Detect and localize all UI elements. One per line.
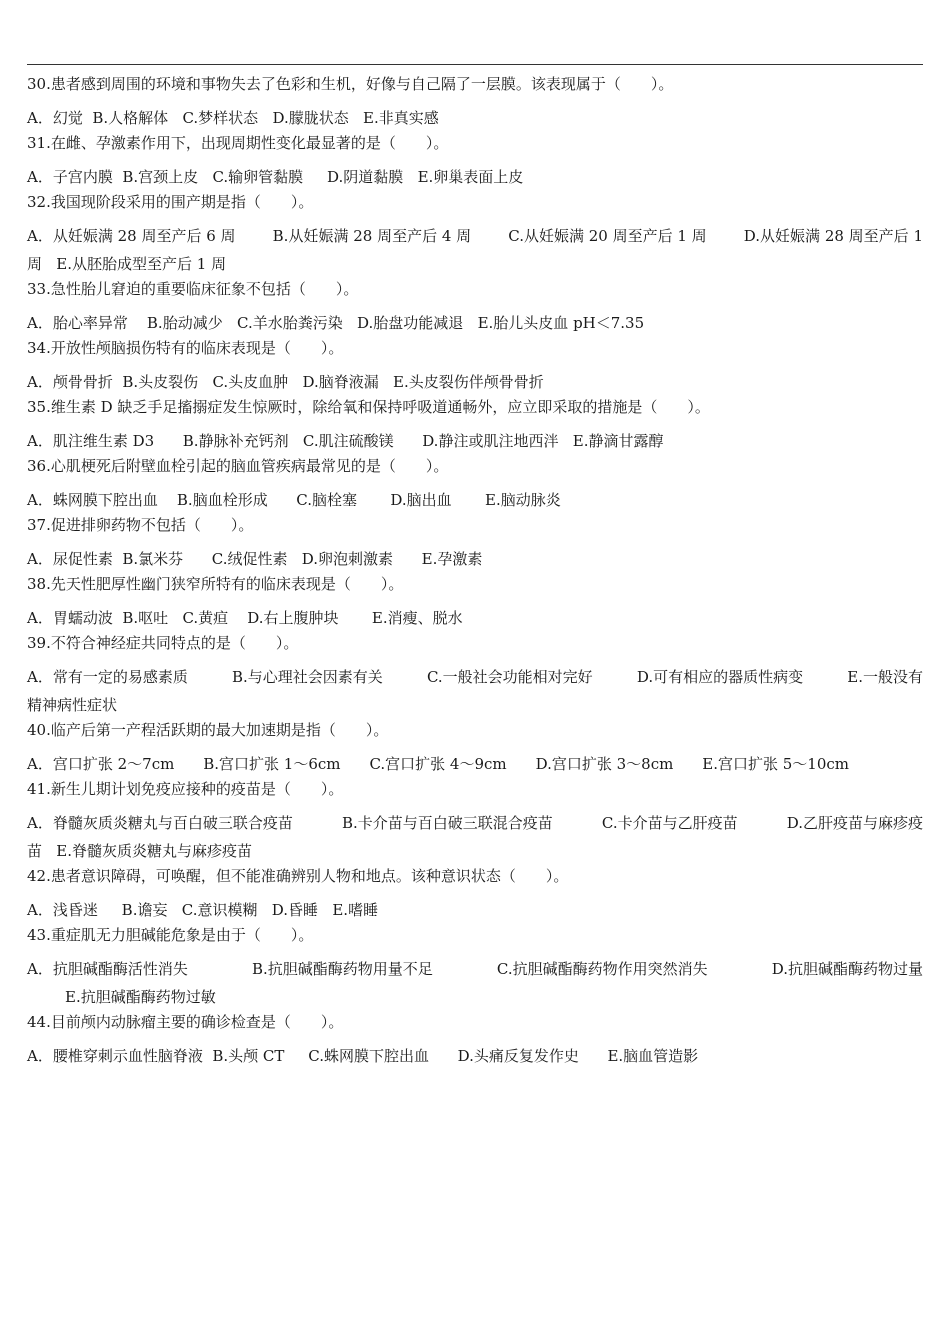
option-a: A．常有一定的易感素质 <box>27 668 188 686</box>
question-stem-33: 33.急性胎儿窘迫的重要临床征象不包括（ ）。 <box>27 280 359 298</box>
option-c: C.宫口扩张 4～9cm <box>369 755 507 773</box>
question-options-30: A．幻觉 B.人格解体 C.梦样状态 D.朦胧状态 E.非真实感 <box>27 109 439 127</box>
option-d: D.从妊娠满 28 周至产后 1 <box>743 227 923 245</box>
option-c: C.卡介苗与乙肝疫苗 <box>601 814 738 832</box>
option-d: D.可有相应的器质性病变 <box>636 668 804 686</box>
question-options-43-cont: E.抗胆碱酯酶药物过敏 <box>65 988 216 1006</box>
question-stem-30: 30.患者感到周围的环境和事物失去了色彩和生机，好像与自己隔了一层膜。该表现属于（ ）。 <box>27 75 674 93</box>
question-stem-43: 43.重症肌无力胆碱能危象是由于（ ）。 <box>27 926 314 944</box>
question-stem-36: 36.心肌梗死后附壁血栓引起的脑血管疾病最常见的是（ ）。 <box>27 457 449 475</box>
question-stem-35: 35.维生素 D 缺乏手足搐搦症发生惊厥时，除给氧和保持呼吸道通畅外，应立即采取的措施是（ ）。 <box>27 398 710 416</box>
header-rule <box>27 64 923 65</box>
question-stem-40: 40.临产后第一产程活跃期的最大加速期是指（ ）。 <box>27 721 389 739</box>
option-d: D.抗胆碱酯酶药物过量 <box>771 960 923 978</box>
question-options-37: A．尿促性素 B.氯米芬 C.绒促性素 D.卵泡刺激素 E.孕激素 <box>27 550 483 568</box>
option-d: D.宫口扩张 3～8cm <box>535 755 674 773</box>
option-c: C.从妊娠满 20 周至产后 1 周 <box>508 227 707 245</box>
option-a: A．宫口扩张 2～7cm <box>27 755 175 773</box>
option-b: B.从妊娠满 28 周至产后 4 周 <box>272 227 472 245</box>
question-stem-37: 37.促进排卵药物不包括（ ）。 <box>27 516 254 534</box>
question-options-32 <box>27 211 923 245</box>
option-b: B.宫口扩张 1～6cm <box>203 755 341 773</box>
question-options-44: A．腰椎穿刺示血性脑脊液 B.头颅 CT C.蛛网膜下腔出血 D.头痛反复发作史 E.脑血管造影 <box>27 1047 699 1065</box>
question-stem-39: 39.不符合神经症共同特点的是（ ）。 <box>27 634 299 652</box>
option-d: D.乙肝疫苗与麻疹疫 <box>786 814 923 832</box>
question-options-41-cont: 苗 E.脊髓灰质炎糖丸与麻疹疫苗 <box>27 842 253 860</box>
question-stem-41: 41.新生儿期计划免疫应接种的疫苗是（ ）。 <box>27 780 344 798</box>
question-stem-44: 44.目前颅内动脉瘤主要的确诊检查是（ ）。 <box>27 1013 344 1031</box>
question-options-33: A．胎心率异常 B.胎动减少 C.羊水胎粪污染 D.胎盘功能减退 E.胎儿头皮血 pH＜7.35 <box>27 314 645 332</box>
option-a: A．抗胆碱酯酶活性消失 <box>27 960 188 978</box>
option-a: A．脊髓灰质炎糖丸与百白破三联合疫苗 <box>27 814 293 832</box>
option-a: A．从妊娠满 28 周至产后 6 周 <box>27 227 236 245</box>
question-stem-38: 38.先天性肥厚性幽门狭窄所特有的临床表现是（ ）。 <box>27 575 404 593</box>
question-options-40 <box>27 739 923 773</box>
question-stem-34: 34.开放性颅脑损伤特有的临床表现是（ ）。 <box>27 339 344 357</box>
question-options-35: A．肌注维生素 D3 B.静脉补充钙剂 C.肌注硫酸镁 D.静注或肌注地西泮 E.静滴甘露醇 <box>27 432 664 450</box>
question-options-42: A．浅昏迷 B.谵妄 C.意识模糊 D.昏睡 E.嗜睡 <box>27 901 379 919</box>
question-options-43 <box>27 944 923 978</box>
question-options-32-cont: 周 E.从胚胎成型至产后 1 周 <box>27 255 227 273</box>
question-list <box>27 68 923 1065</box>
question-options-38: A．胃蠕动波 B.呕吐 C.黄疸 D.右上腹肿块 E.消瘦、脱水 <box>27 609 463 627</box>
question-stem-42: 42.患者意识障碍，可唤醒，但不能准确辨别人物和地点。该种意识状态（ ）。 <box>27 867 569 885</box>
question-options-39-cont: 精神病性症状 <box>27 696 118 714</box>
option-b: B.卡介苗与百白破三联混合疫苗 <box>341 814 553 832</box>
question-options-39 <box>27 652 923 686</box>
question-options-31: A．子宫内膜 B.宫颈上皮 C.输卵管黏膜 D.阴道黏膜 E.卵巢表面上皮 <box>27 168 524 186</box>
question-options-34: A．颅骨骨折 B.头皮裂伤 C.头皮血肿 D.脑脊液漏 E.头皮裂伤伴颅骨骨折 <box>27 373 544 391</box>
option-e: E.宫口扩张 5～10cm <box>702 755 849 773</box>
option-e: E.一般没有 <box>847 668 923 686</box>
option-c: C.一般社会功能相对完好 <box>426 668 593 686</box>
option-c: C.抗胆碱酯酶药物作用突然消失 <box>496 960 708 978</box>
option-b: B.抗胆碱酯酶药物用量不足 <box>251 960 433 978</box>
option-b: B.与心理社会因素有关 <box>232 668 383 686</box>
question-options-41 <box>27 798 923 832</box>
question-stem-32: 32.我国现阶段采用的围产期是指（ ）。 <box>27 193 314 211</box>
question-stem-31: 31.在雌、孕激素作用下，出现周期性变化最显著的是（ ）。 <box>27 134 449 152</box>
question-options-36: A．蛛网膜下腔出血 B.脑血栓形成 C.脑栓塞 D.脑出血 E.脑动脉炎 <box>27 491 561 509</box>
